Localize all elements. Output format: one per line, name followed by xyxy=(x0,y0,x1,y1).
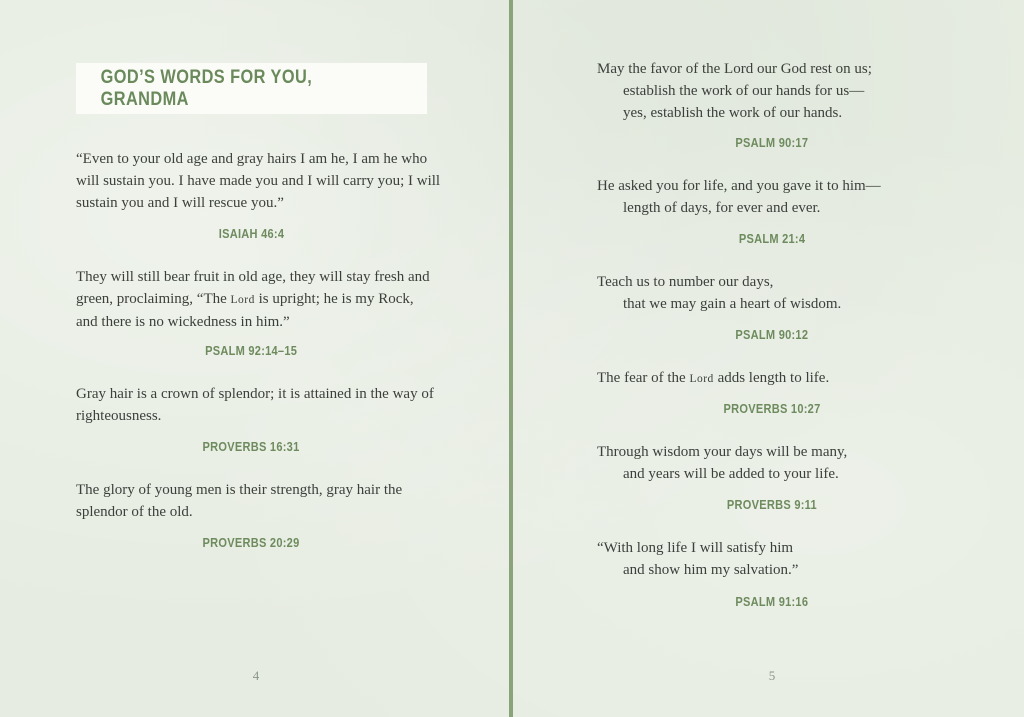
verse-line: green, proclaiming, “The Lord is upright; he is my Rock, xyxy=(76,291,414,307)
verse-line: length of days, for ever and ever. xyxy=(623,200,821,216)
verse-line: and there is no wickedness in him.” xyxy=(76,314,290,330)
verse-reference: ISAIAH 46:4 xyxy=(218,226,285,241)
verse-line: and show him my salvation.” xyxy=(623,562,799,578)
verse-reference: PSALM 90:12 xyxy=(735,327,809,342)
page-number: 4 xyxy=(252,668,260,683)
verse-line: He asked you for life, and you gave it to him— xyxy=(597,178,881,194)
verse-line: and years will be added to your life. xyxy=(623,466,839,482)
verse-reference: PROVERBS 9:11 xyxy=(727,497,817,512)
verse-block xyxy=(597,537,798,581)
verse-line: will sustain you. I have made you and I will carry you; I will xyxy=(76,173,441,189)
verse-block xyxy=(597,271,841,315)
lord-small-caps: Lord xyxy=(689,373,714,385)
verse-line: sustain you and I will rescue you.” xyxy=(76,195,284,211)
verse-reference: PROVERBS 10:27 xyxy=(723,401,821,416)
lord-small-caps: Lord xyxy=(230,294,255,306)
verse-line: “With long life I will satisfy him xyxy=(597,540,794,556)
verse-reference: PSALM 21:4 xyxy=(738,231,806,246)
verse-line: that we may gain a heart of wisdom. xyxy=(623,296,842,312)
verse-block xyxy=(597,175,881,219)
left-page xyxy=(0,0,509,717)
verse-block xyxy=(76,383,434,427)
verse-line: yes, establish the work of our hands. xyxy=(623,105,843,121)
verse-block xyxy=(76,266,430,333)
verse-line: May the favor of the Lord our God rest on us; xyxy=(597,61,872,77)
verse-line: righteousness. xyxy=(76,408,162,424)
verse-line: Through wisdom your days will be many, xyxy=(597,444,848,460)
verse-block xyxy=(597,367,829,390)
verse-reference: PROVERBS 16:31 xyxy=(203,439,300,454)
verse-line: splendor of the old. xyxy=(76,504,193,520)
verse-line: Gray hair is a crown of splendor; it is attained in the way of xyxy=(76,386,434,402)
verse-block xyxy=(597,58,872,124)
page-title: GOD’S WORDS FOR YOU, GRANDMA xyxy=(100,66,313,110)
verse-block xyxy=(76,148,440,214)
verse-line: They will still bear fruit in old age, they will stay fresh and xyxy=(76,269,430,285)
verse-reference: PSALM 91:16 xyxy=(735,594,809,609)
verse-block xyxy=(597,441,847,485)
verse-line: Teach us to number our days, xyxy=(597,274,774,290)
verse-line: The fear of the Lord adds length to life. xyxy=(597,370,830,386)
verse-reference: PSALM 92:14–15 xyxy=(205,343,298,358)
verse-reference: PROVERBS 20:29 xyxy=(203,535,300,550)
verse-line: establish the work of our hands for us— xyxy=(623,83,865,99)
right-page xyxy=(514,0,1024,717)
gutter-divider xyxy=(509,0,513,717)
verse-reference: PSALM 90:17 xyxy=(735,135,809,150)
verse-line: “Even to your old age and gray hairs I am he, I am he who xyxy=(76,151,428,167)
verse-block xyxy=(76,479,402,523)
verse-line: The glory of young men is their strength, gray hair the xyxy=(76,482,403,498)
page-number: 5 xyxy=(768,668,776,683)
title-box xyxy=(76,63,427,114)
